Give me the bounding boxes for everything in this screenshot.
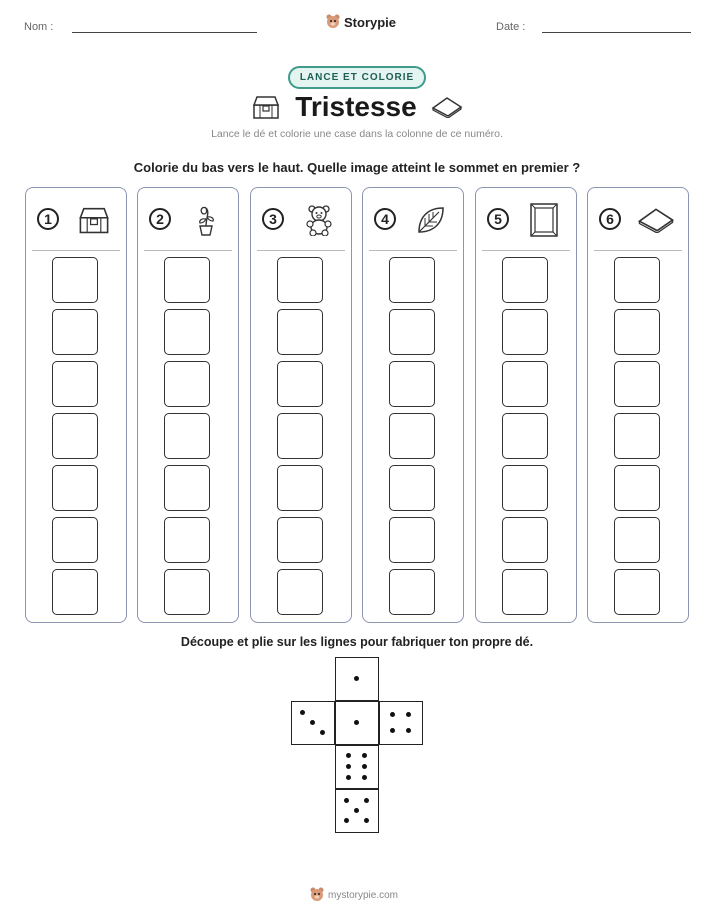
roll-column-4	[362, 187, 464, 623]
color-cell[interactable]	[614, 517, 660, 563]
dice-pip	[346, 764, 351, 769]
dice-pip	[344, 818, 349, 823]
dice-pip	[320, 730, 325, 735]
napkin-icon	[431, 96, 463, 118]
dice-pip	[346, 753, 351, 758]
dice-pip	[364, 818, 369, 823]
dice-pip	[346, 775, 351, 780]
dice-pip	[406, 712, 411, 717]
color-cell[interactable]	[164, 413, 210, 459]
color-cell[interactable]	[502, 309, 548, 355]
dice-pip	[310, 720, 315, 725]
color-cell[interactable]	[614, 465, 660, 511]
color-cell[interactable]	[277, 361, 323, 407]
color-cell[interactable]	[614, 309, 660, 355]
color-cell[interactable]	[614, 257, 660, 303]
teddy-bear-icon	[297, 201, 341, 239]
roll-column-3	[250, 187, 352, 623]
dice-pip	[362, 764, 367, 769]
color-cell[interactable]	[277, 569, 323, 615]
napkin-icon	[634, 201, 678, 239]
column-number: 5	[487, 208, 509, 230]
color-cell[interactable]	[164, 361, 210, 407]
wilted-flower-pot-icon	[184, 201, 228, 239]
color-cell[interactable]	[164, 309, 210, 355]
color-cell[interactable]	[52, 465, 98, 511]
footer-url: mystorypie.com	[328, 889, 399, 901]
dice-face-4	[379, 701, 423, 745]
instruction: Colorie du bas vers le haut. Quelle image atteint le sommet en premier ?	[133, 160, 581, 175]
dice-pip	[364, 798, 369, 803]
column-divider	[257, 250, 345, 251]
dice-pip	[390, 728, 395, 733]
roll-column-1	[25, 187, 127, 623]
treasure-chest-icon	[251, 94, 281, 120]
picture-frame-icon	[522, 201, 566, 239]
dice-pip	[406, 728, 411, 733]
color-cell[interactable]	[52, 569, 98, 615]
dice-pip	[354, 676, 359, 681]
color-cell[interactable]	[502, 413, 548, 459]
color-cell[interactable]	[389, 569, 435, 615]
color-cell[interactable]	[614, 569, 660, 615]
leaf-icon	[409, 201, 453, 239]
treasure-chest-icon	[72, 201, 116, 239]
column-number: 4	[374, 208, 396, 230]
column-divider	[482, 250, 570, 251]
dice-pip	[362, 775, 367, 780]
color-cell[interactable]	[502, 569, 548, 615]
color-cell[interactable]	[277, 465, 323, 511]
name-line[interactable]	[72, 32, 257, 33]
color-cell[interactable]	[502, 257, 548, 303]
color-cell[interactable]	[614, 361, 660, 407]
color-cell[interactable]	[277, 517, 323, 563]
dice-instruction: Découpe et plie sur les lignes pour fabriquer ton propre dé.	[180, 635, 534, 649]
color-cell[interactable]	[164, 517, 210, 563]
color-cell[interactable]	[502, 361, 548, 407]
date-line[interactable]	[542, 32, 691, 33]
column-number: 1	[37, 208, 59, 230]
column-divider	[594, 250, 682, 251]
color-cell[interactable]	[164, 257, 210, 303]
color-cell[interactable]	[277, 413, 323, 459]
color-cell[interactable]	[502, 465, 548, 511]
brand-name: Storypie	[344, 14, 397, 30]
dice-face-6	[335, 745, 379, 789]
color-cell[interactable]	[52, 257, 98, 303]
color-cell[interactable]	[164, 569, 210, 615]
color-cell[interactable]	[389, 257, 435, 303]
color-cell[interactable]	[502, 517, 548, 563]
color-cell[interactable]	[389, 465, 435, 511]
date-label: Date :	[496, 21, 526, 33]
color-cell[interactable]	[389, 413, 435, 459]
brand-logo	[326, 14, 396, 30]
roll-column-2	[137, 187, 239, 623]
subtitle: Lance le dé et colorie une case dans la colonne de ce numéro.	[211, 128, 503, 140]
dice-pip	[300, 710, 305, 715]
bear-logo-icon	[326, 14, 340, 30]
footer	[310, 887, 398, 903]
column-divider	[369, 250, 457, 251]
activity-badge: LANCE ET COLORIE	[288, 66, 426, 89]
column-divider	[144, 250, 232, 251]
color-cell[interactable]	[277, 257, 323, 303]
dice-pip	[390, 712, 395, 717]
dice-pip	[362, 753, 367, 758]
column-number: 3	[262, 208, 284, 230]
column-divider	[32, 250, 120, 251]
dice-pip	[344, 798, 349, 803]
color-cell[interactable]	[52, 517, 98, 563]
color-cell[interactable]	[52, 361, 98, 407]
color-cell[interactable]	[52, 413, 98, 459]
dice-face-1	[335, 701, 379, 745]
color-cell[interactable]	[614, 413, 660, 459]
dice-pip	[354, 808, 359, 813]
name-label: Nom :	[24, 21, 54, 33]
dice-face-1	[335, 657, 379, 701]
color-cell[interactable]	[277, 309, 323, 355]
color-cell[interactable]	[389, 309, 435, 355]
column-number: 2	[149, 208, 171, 230]
page-title: Tristesse	[295, 91, 417, 122]
column-number: 6	[599, 208, 621, 230]
color-cell[interactable]	[52, 309, 98, 355]
roll-column-5	[475, 187, 577, 623]
dice-pip	[354, 720, 359, 725]
roll-column-6	[587, 187, 689, 623]
dice-face-3	[291, 701, 335, 745]
bear-logo-icon	[310, 887, 324, 903]
color-cell[interactable]	[389, 361, 435, 407]
color-cell[interactable]	[389, 517, 435, 563]
color-cell[interactable]	[164, 465, 210, 511]
dice-face-5	[335, 789, 379, 833]
